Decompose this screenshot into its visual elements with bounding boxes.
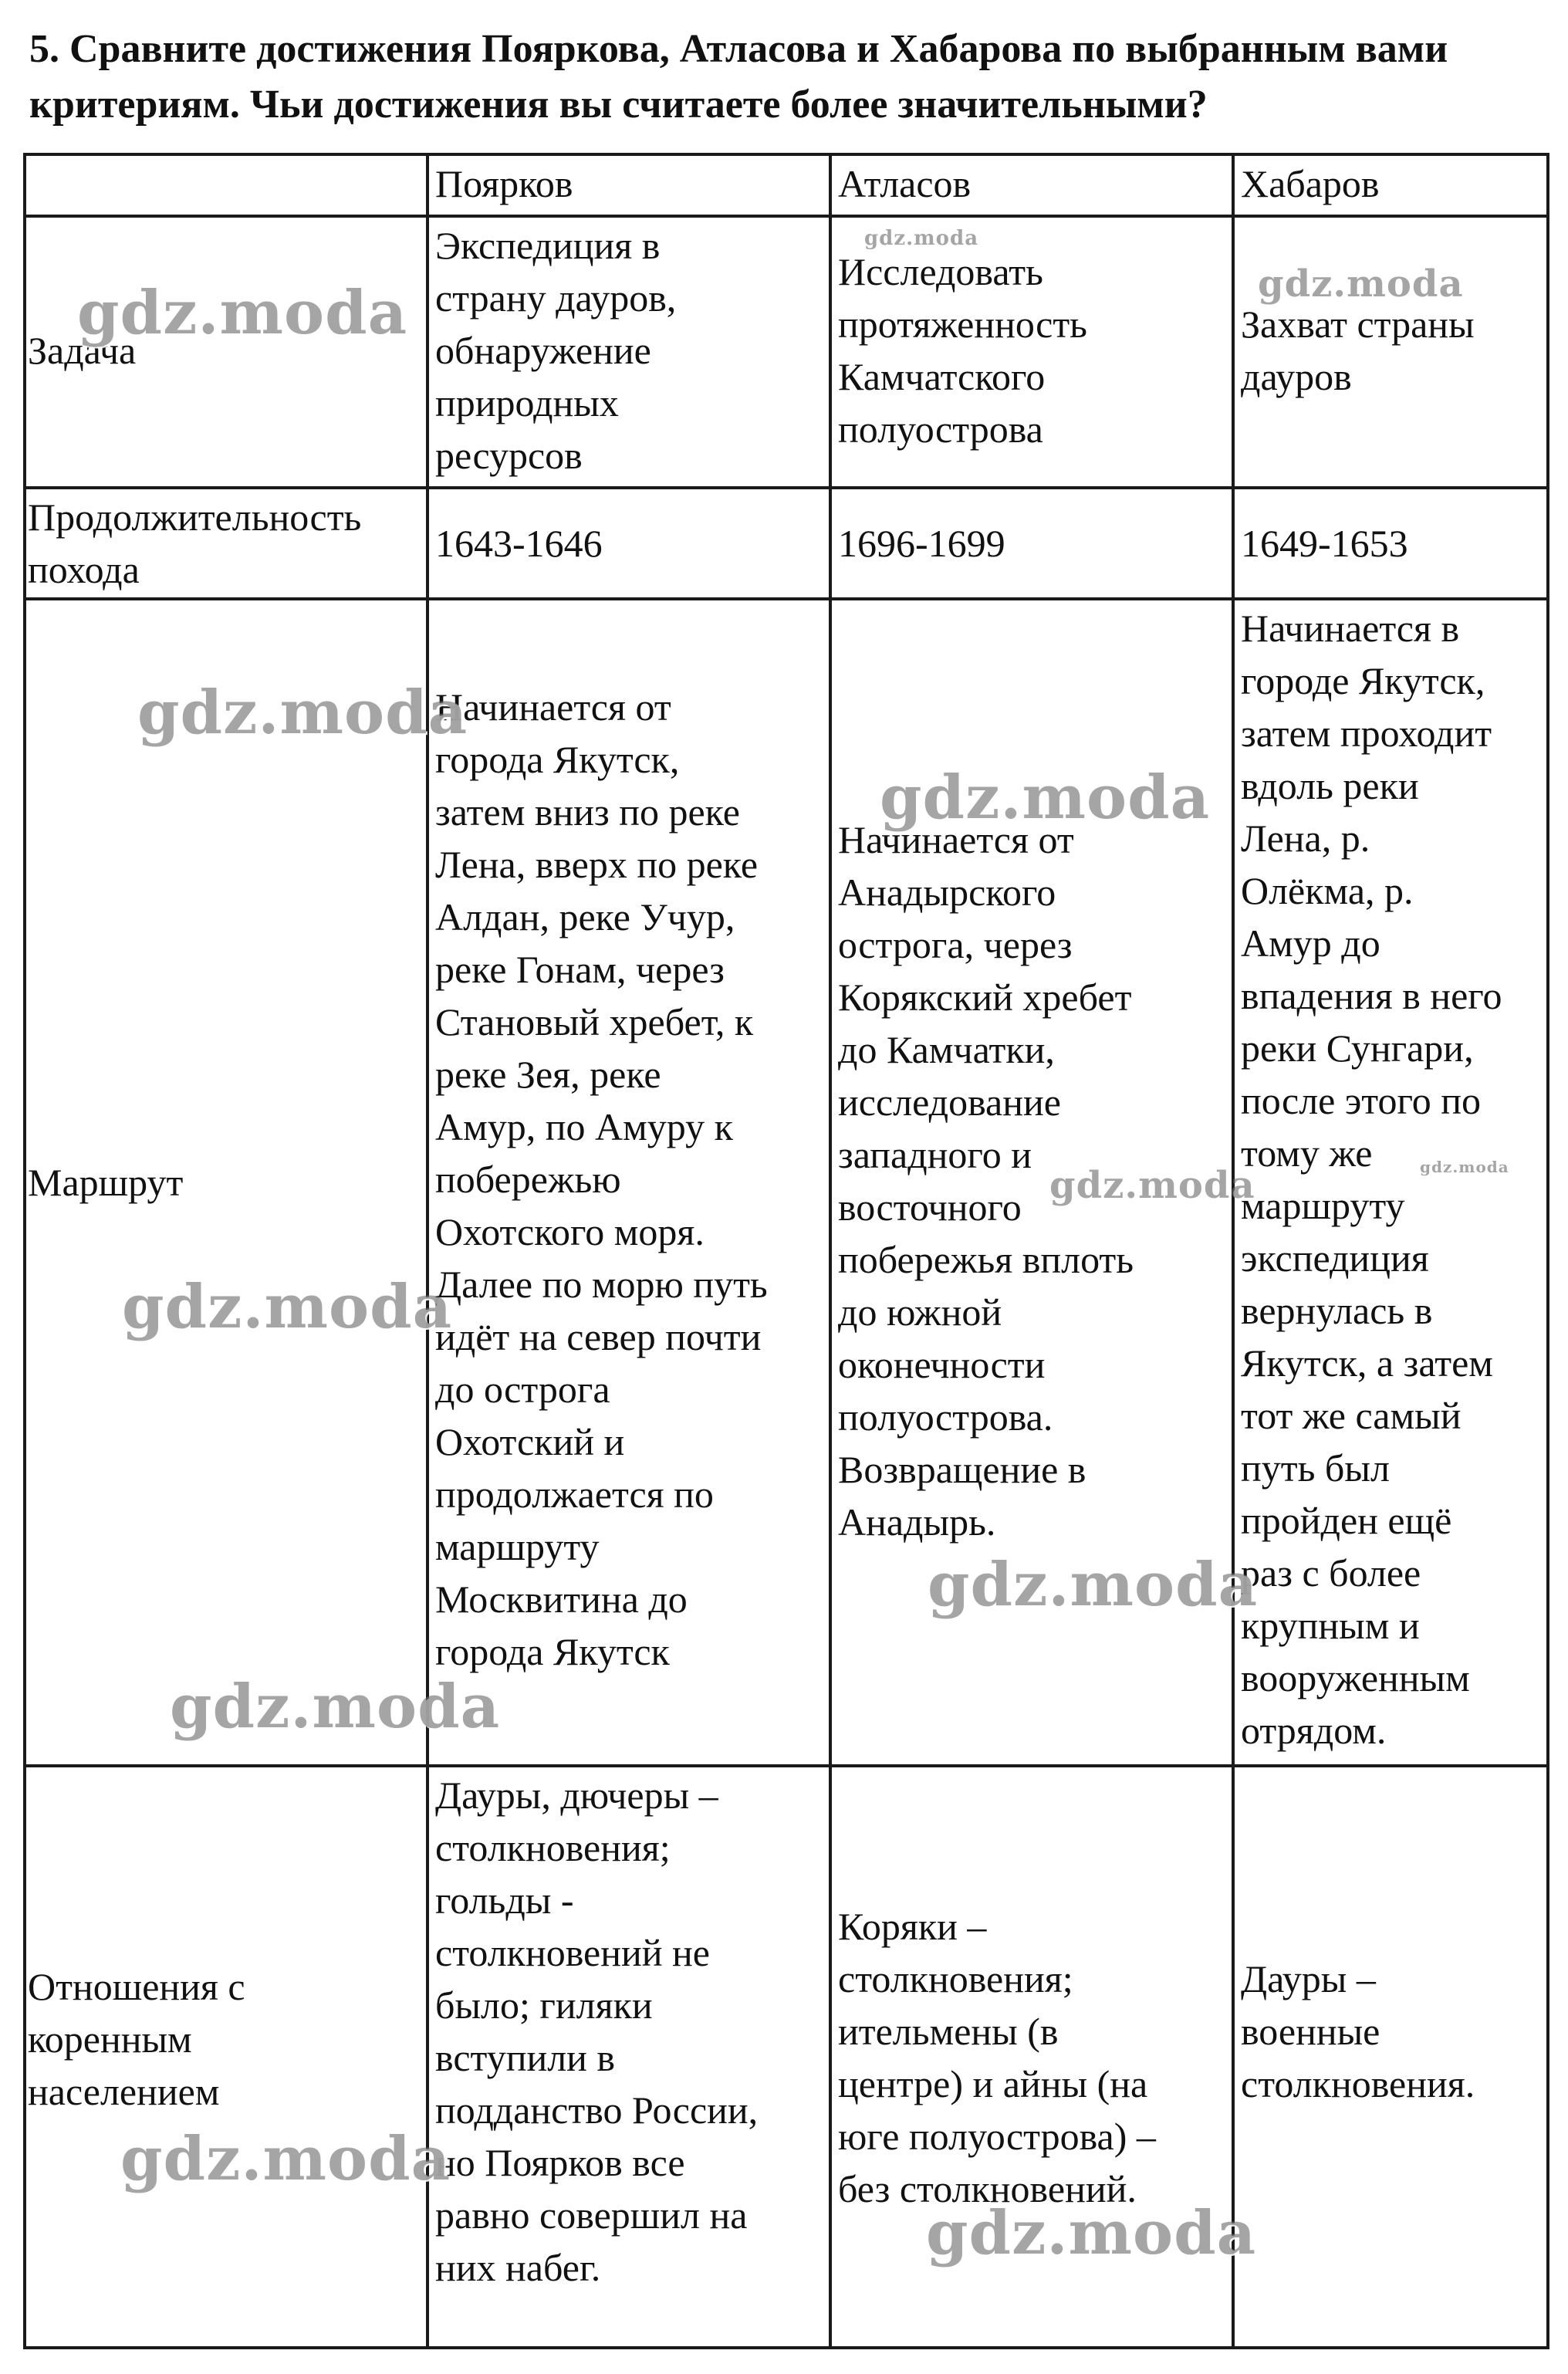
watermark: gdz.moda (1258, 262, 1464, 306)
duration-poyarkov: 1643-1646 (435, 522, 603, 565)
table-border-right (1546, 153, 1549, 2349)
relations-poyarkov: Дауры, дючеры – столкновения; гольды - столкновений не было; гиляки вступили в подданство России, но Поярков все равно совершил на них набег. (435, 1774, 759, 2289)
task-poyarkov: Экспедиция в страну дауров, обнаружение природных ресурсов (435, 224, 677, 477)
watermark: gdz.moda (77, 278, 408, 348)
watermark: gdz.moda (137, 678, 468, 748)
route-khabarov: Начинается в городе Якутск, затем проходит вдоль реки Лена, р. Олёкма, р. Амур до впадения в него реки Сунгари, после этого по тому же маршруту экспедиция вернулась в Якутск, а затем тот же самый путь был пройден ещё раз с более крупным и вооруженным отрядом. (1241, 607, 1502, 1752)
row-label-duration: Продолжительность похода (28, 495, 362, 591)
table-divider-col1 (426, 153, 429, 2349)
table-divider-row-header (23, 215, 1549, 218)
comparison-table (23, 153, 1549, 2349)
task-atlasov: Исследовать протяженность Камчатского полуострова (838, 250, 1087, 451)
relations-atlasov: Коряки – столкновения; ительмены (в центре) и айны (на юге полуострова) – без столкновений. (838, 1905, 1156, 2210)
watermark: gdz.moda (1049, 1164, 1255, 1207)
watermark: gdz.moda (880, 763, 1211, 833)
table-divider-row-route (23, 1764, 1549, 1767)
table-border-left (23, 153, 26, 2349)
duration-khabarov: 1649-1653 (1241, 522, 1408, 565)
task-heading: 5. Сравните достижения Пояркова, Атласова и Хабарова по выбранным вами критериям. Чьи достижения вы считаете более значительными? (29, 27, 1448, 127)
row-label-task: Задача (28, 329, 137, 372)
watermark: gdz.moda (122, 1272, 453, 1342)
watermark: gdz.moda (1420, 1158, 1509, 1176)
row-label-relations: Отношения с коренным населением (28, 1965, 245, 2113)
watermark: gdz.moda (120, 2124, 451, 2194)
route-atlasov: Начинается от Анадырского острога, через Корякский хребет до Камчатки, исследование западного и восточного побережья вплоть до южной оконечности полуострова. Возвращение в Анадырь. (838, 818, 1134, 1544)
header-atlasov: Атласов (838, 162, 972, 205)
watermark: gdz.moda (170, 1672, 501, 1742)
relations-khabarov: Дауры – военные столкновения. (1241, 1957, 1475, 2105)
table-border-bottom (23, 2346, 1549, 2349)
table-divider-col2 (829, 153, 832, 2349)
table-divider-col3 (1232, 153, 1235, 2349)
watermark: gdz.moda (926, 2198, 1257, 2268)
table-divider-row-duration (23, 597, 1549, 600)
duration-atlasov: 1696-1699 (838, 522, 1005, 565)
header-poyarkov: Поярков (435, 162, 573, 205)
row-label-route: Маршрут (28, 1161, 184, 1204)
table-border-top (23, 153, 1549, 156)
watermark: gdz.moda (928, 1550, 1259, 1620)
header-khabarov: Хабаров (1241, 162, 1380, 205)
watermark: gdz.moda (864, 227, 979, 250)
task-khabarov: Захват страны дауров (1241, 303, 1475, 398)
table-divider-row-task (23, 486, 1549, 489)
route-poyarkov: Начинается от города Якутск, затем вниз по реке Лена, вверх по реке Алдан, реке Учур, реке Гонам, через Становый хребет, к реке Зея, реке Амур, по Амуру к побережью Охотского моря. Далее по морю путь идёт на север почти до острога Охотский и продолжается по маршруту Москвитина до города Якутск (435, 685, 768, 1673)
